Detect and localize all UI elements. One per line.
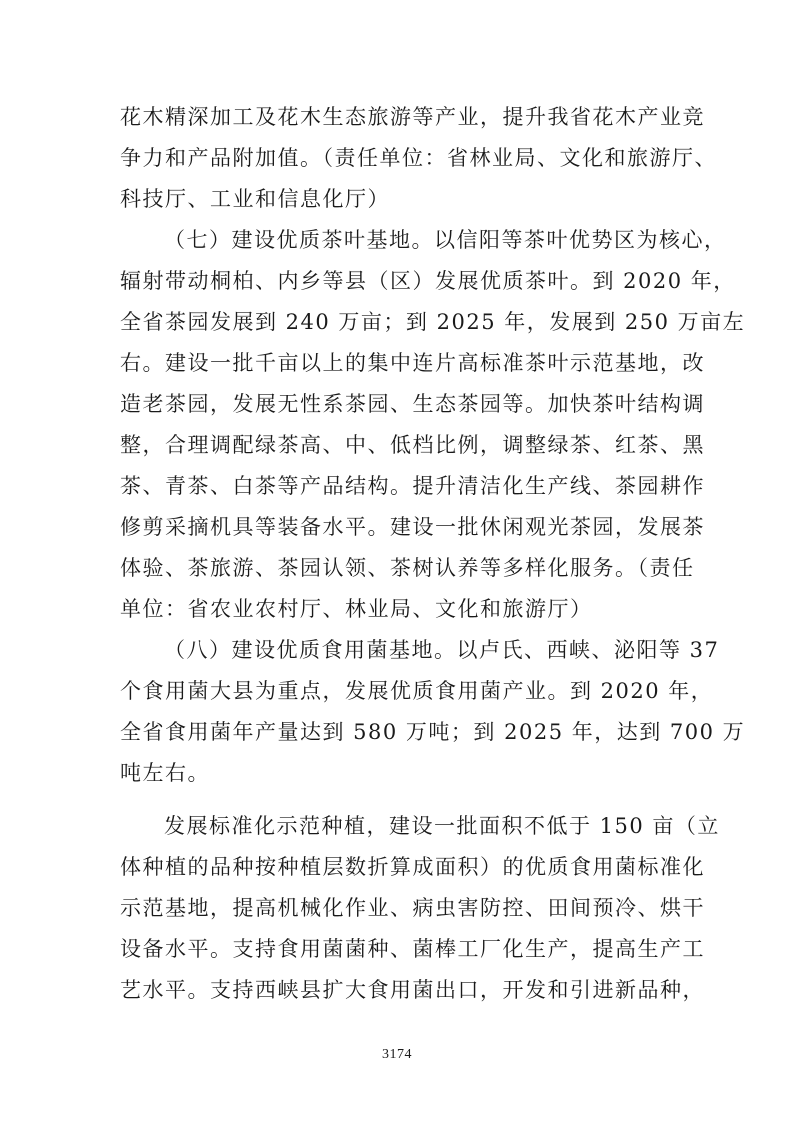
text-line: 体验、茶旅游、茶园认领、茶树认养等多样化服务。（责任 [120, 556, 695, 580]
text-line: 设备水平。支持食用菌菌种、菌棒工厂化生产，提高生产工 [120, 937, 705, 961]
paragraph-mushroom-standardization [120, 806, 720, 1011]
text-line: 全省茶园发展到 240 万亩；到 2025 年，发展到 250 万亩左 [120, 310, 746, 334]
text-line: 右。建设一批千亩以上的集中连片高标准茶叶示范基地，改 [120, 351, 705, 375]
text-line: 单位：省农业农村厅、林业局、文化和旅游厅） [120, 597, 593, 621]
text-line: （八）建设优质食用菌基地。以卢氏、西峡、泌阳等 37 [164, 638, 720, 662]
text-line: 全省食用菌年产量达到 580 万吨；到 2025 年，达到 700 万 [120, 720, 746, 744]
text-line: （七）建设优质茶叶基地。以信阳等茶叶优势区为核心， [164, 228, 727, 252]
text-line: 发展标准化示范种植，建设一批面积不低于 150 亩（立 [164, 814, 720, 838]
text-line: 吨左右。 [120, 761, 210, 785]
text-line: 造老茶园，发展无性系茶园、生态茶园等。加快茶叶结构调 [120, 392, 705, 416]
text-line: 科技厅、工业和信息化厅） [120, 187, 390, 211]
text-line: 整，合理调配绿茶高、中、低档比例，调整绿茶、红茶、黑 [120, 433, 705, 457]
text-line: 花木精深加工及花木生态旅游等产业，提升我省花木产业竞 [120, 105, 705, 129]
text-line: 个食用菌大县为重点，发展优质食用菌产业。到 2020 年， [120, 679, 714, 703]
text-line: 艺水平。支持西峡县扩大食用菌出口，开发和引进新品种， [120, 978, 705, 1002]
text-line: 争力和产品附加值。（责任单位：省林业局、文化和旅游厅、 [120, 146, 717, 170]
document-body [120, 97, 746, 1011]
page-number: 3174 [382, 1047, 412, 1062]
paragraph-tea-base [120, 220, 746, 630]
text-line: 修剪采摘机具等装备水平。建设一批休闲观光茶园，发展茶 [120, 515, 705, 539]
text-line: 茶、青茶、白茶等产品结构。提升清洁化生产线、茶园耕作 [120, 474, 705, 498]
paragraph-flowers-continued [120, 97, 717, 220]
text-line: 辐射带动桐柏、内乡等县（区）发展优质茶叶。到 2020 年， [120, 269, 736, 293]
text-line: 示范基地，提高机械化作业、病虫害防控、田间预冷、烘干 [120, 896, 705, 920]
text-line: 体种植的品种按种植层数折算成面积）的优质食用菌标准化 [120, 855, 705, 879]
paragraph-mushroom-base [120, 630, 746, 794]
